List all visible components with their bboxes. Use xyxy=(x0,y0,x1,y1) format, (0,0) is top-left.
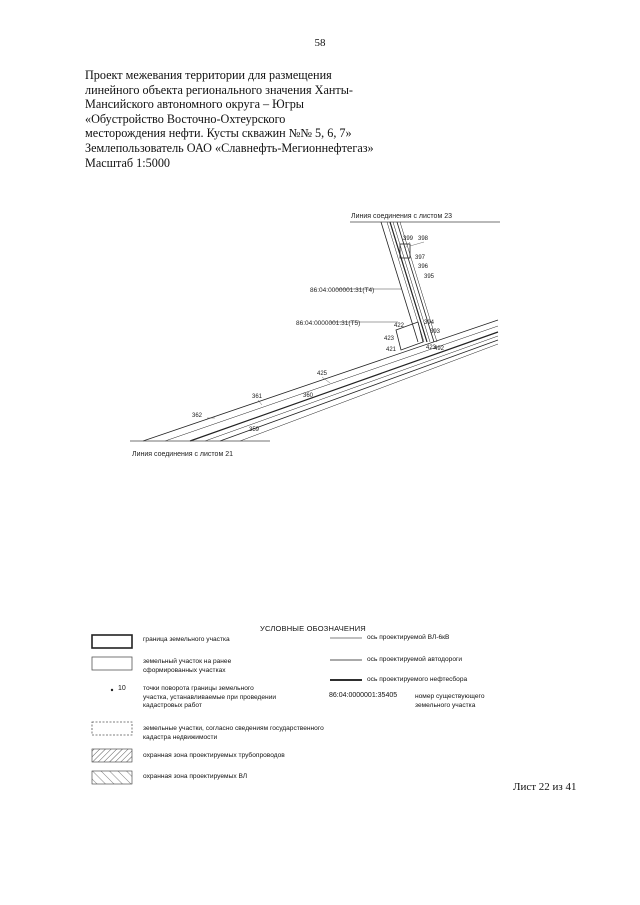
parcel-label: 86:04:0000001:31(Т4) xyxy=(310,287,375,294)
point-label: 399 xyxy=(403,236,414,242)
page-number: 58 xyxy=(314,37,326,49)
title-line: Масштаб 1:5000 xyxy=(85,155,171,170)
point-label: 396 xyxy=(418,264,429,270)
sheet-number: Лист 22 из 41 xyxy=(513,781,577,793)
legend-symbol-boundary xyxy=(92,635,132,648)
title-line: месторождения нефти. Кусты скважин №№ 5, 6, 7» xyxy=(85,126,352,141)
legend-label: ось проектируемой автодороги xyxy=(367,656,463,663)
point-label: 398 xyxy=(418,236,429,242)
title-line: линейного объекта регионального значения Ханты- xyxy=(85,82,353,97)
point-label: 423 xyxy=(426,345,437,351)
point-label: 492 xyxy=(434,346,445,352)
title-line: «Обустройство Восточно-Охтеурского xyxy=(85,111,286,126)
point-label: 421 xyxy=(386,347,397,353)
legend-label: охранная зона проектируемых ВЛ xyxy=(143,773,248,780)
legend-label: земельный участок на ранее сформированных участках xyxy=(143,658,232,674)
point-label: 423 xyxy=(384,336,395,342)
point-label: 397 xyxy=(415,255,426,261)
title-line: Проект межевания территории для размещения xyxy=(85,68,332,82)
match-line-bottom-label: Линия соединения с листом 21 xyxy=(132,451,233,458)
legend-symbol-powerline-zone xyxy=(92,771,132,784)
legend-label: граница земельного участка xyxy=(143,636,230,643)
match-line-top-label: Линия соединения с листом 23 xyxy=(351,213,452,220)
legend-label: земельные участки, согласно сведениям государственного кадастра недвижимости xyxy=(143,725,324,741)
legend-symbol-formed-parcel xyxy=(92,657,132,670)
point-label: 422 xyxy=(394,323,405,329)
legend-symbol-turn-point xyxy=(111,689,113,691)
legend-label: номер существующего земельного участка xyxy=(415,693,485,709)
point-label: 394 xyxy=(424,320,435,326)
legend-symbol-cadastre-parcel xyxy=(92,722,132,735)
point-label: 425 xyxy=(317,371,328,377)
parcel-label: 86:04:0000001:31(Т5) xyxy=(296,320,361,327)
point-label: 362 xyxy=(192,413,203,419)
legend-label: ось проектируемого нефтесбора xyxy=(367,676,468,683)
legend-parcel-code: 86:04:0000001:35405 xyxy=(329,692,398,699)
legend-label: точки поворота границы земельного участка, устанавливаемые при проведении кадастровых работ xyxy=(143,685,277,709)
legend-label: охранная зона проектируемых трубопроводов xyxy=(143,752,285,759)
legend-symbol-pipeline-zone xyxy=(92,749,132,762)
parcel-box-upper xyxy=(400,244,410,258)
point-label: 393 xyxy=(430,329,441,335)
legend-turn-point-sample: 10 xyxy=(118,685,126,692)
title-line: Мансийского автономного округа – Югры xyxy=(85,97,304,112)
diagonal-corridor xyxy=(143,320,498,441)
point-label: 360 xyxy=(303,393,314,399)
point-label: 395 xyxy=(424,274,435,280)
point-label: 359 xyxy=(249,427,260,433)
legend-title: УСЛОВНЫЕ ОБОЗНАЧЕНИЯ xyxy=(260,624,366,633)
point-label: 361 xyxy=(252,394,263,400)
title-line: Землепользователь ОАО «Славнефть-Мегионнефтегаз» xyxy=(85,140,374,155)
legend-label: ось проектируемой ВЛ-6кВ xyxy=(367,634,450,641)
point-labels xyxy=(192,236,445,433)
